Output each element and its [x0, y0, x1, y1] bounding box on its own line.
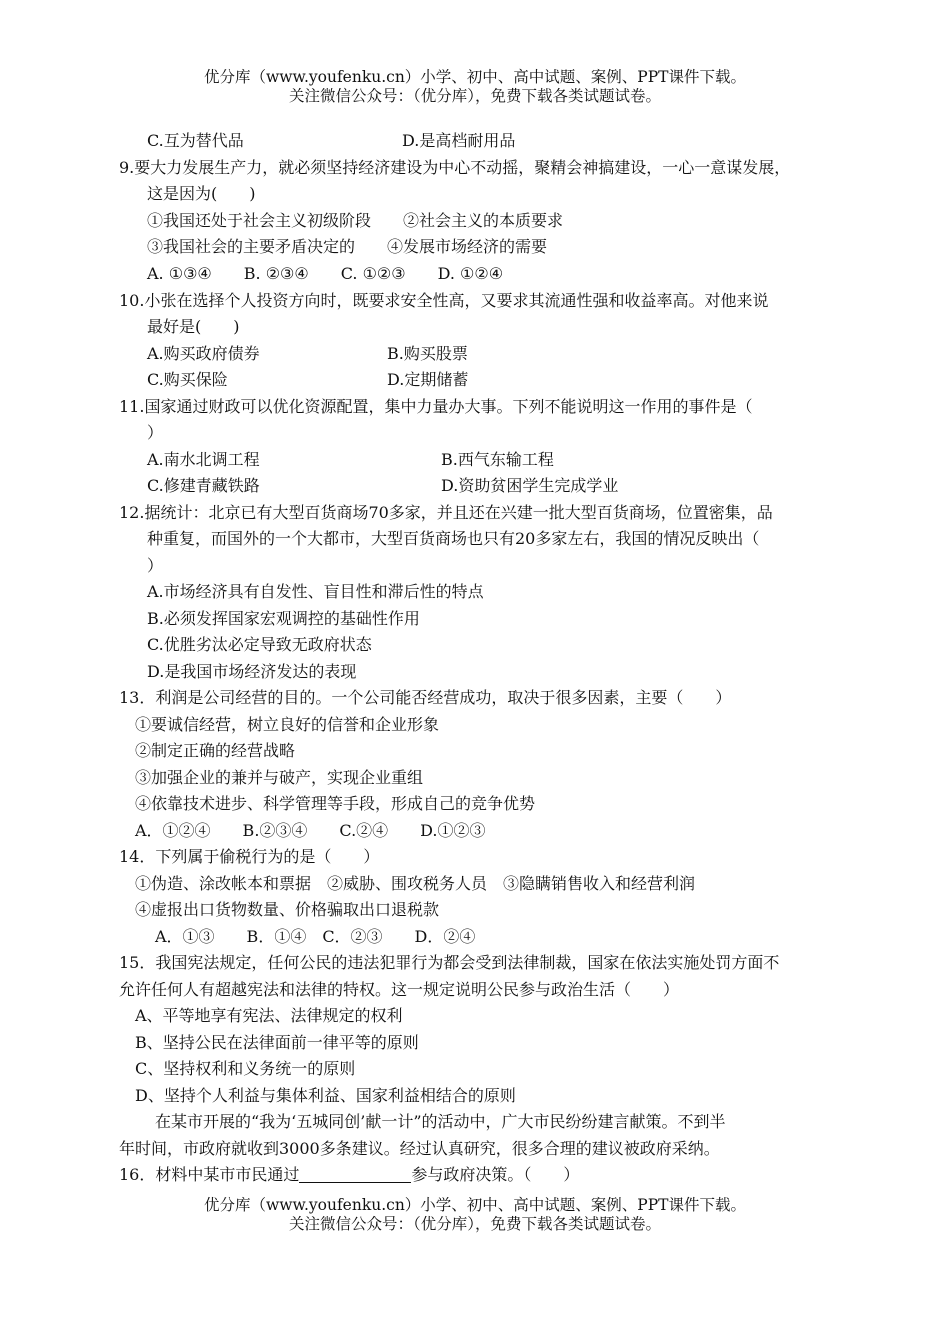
q10-stem-line-2: 最好是( ): [147, 317, 240, 336]
page-header: [0, 68, 950, 106]
q11-option-c: C.修建青藏铁路: [147, 476, 260, 495]
q12-option-a: A.市场经济具有自发性、盲目性和滞后性的特点: [147, 582, 484, 601]
q9-stem-line-2: 这是因为( ): [147, 184, 256, 203]
q10-option-b: B.购买股票: [387, 344, 468, 363]
q16-stem-before: 16．材料中某市市民通过: [119, 1165, 300, 1184]
q13-item-3: ③加强企业的兼并与破产，实现企业重组: [135, 768, 424, 787]
q16-stem-after: 参与政府决策。（ ）: [411, 1165, 580, 1184]
q13-options: A．①②④ B.②③④ C.②④ D.①②③: [135, 821, 486, 840]
q9-stem-line-1: 9.要大力发展生产力，就必须坚持经济建设为中心不动摇，聚精会神搞建设，一心一意谋发展，: [119, 158, 791, 177]
q9-options: A. ①③④ B. ②③④ C. ①②③ D. ①②④: [147, 264, 504, 283]
footer-line-2: 关注微信公众号：（优分库），免费下载各类试题试卷。: [288, 1215, 661, 1233]
q13-item-4: ④依靠技术进步、科学管理等手段，形成自己的竞争优势: [135, 794, 536, 813]
header-line-2: 关注微信公众号：（优分库），免费下载各类试题试卷。: [288, 87, 661, 105]
q14-options: A．①③ B．①④ C．②③ D．②④: [155, 927, 476, 946]
q12-option-d: D.是我国市场经济发达的表现: [147, 662, 357, 681]
page-footer: [0, 1196, 950, 1234]
q11-stem-line-2: ）: [147, 423, 164, 442]
q11-stem-line-1: 11.国家通过财政可以优化资源配置，集中力量办大事。下列不能说明这一作用的事件是（: [119, 397, 753, 416]
q13-stem: 13．利润是公司经营的目的。一个公司能否经营成功，取决于很多因素，主要（ ）: [119, 688, 732, 707]
q15-option-d: D、坚持个人利益与集体利益、国家利益相结合的原则: [135, 1086, 516, 1105]
q15-stem-line-2: 允许任何人有超越宪法和法律的特权。这一规定说明公民参与政治生活（ ）: [119, 980, 680, 999]
q14-item-1: ①伪造、涂改帐本和票据 ②威胁、围攻税务人员 ③隐瞒销售收入和经营利润: [135, 874, 696, 893]
q14-stem: 14．下列属于偷税行为的是（ ）: [119, 847, 380, 866]
q12-option-b: B.必须发挥国家宏观调控的基础性作用: [147, 609, 420, 628]
q12-option-c: C.优胜劣汰必定导致无政府状态: [147, 635, 372, 654]
q10-option-a: A.购买政府债券: [147, 344, 260, 363]
material-line-2: 年时间，市政府就收到3000多条建议。经过认真研究，很多合理的建议被政府采纳。: [119, 1139, 720, 1158]
q16-stem: [119, 1164, 579, 1186]
q10-stem-line-1: 10.小张在选择个人投资方向时，既要求安全性高，又要求其流通性强和收益率高。对他来说: [119, 291, 769, 310]
q15-stem-line-1: 15．我国宪法规定，任何公民的违法犯罪行为都会受到法律制裁，国家在依法实施处罚方面不: [119, 953, 780, 972]
q10-option-d: D.定期储蓄: [387, 370, 469, 389]
q11-option-a: A.南水北调工程: [147, 450, 260, 469]
q9-item-1: ①我国还处于社会主义初级阶段 ②社会主义的本质要求: [147, 211, 564, 230]
q14-item-2: ④虚报出口货物数量、价格骗取出口退税款: [135, 900, 440, 919]
q11-option-b: B.西气东输工程: [441, 450, 554, 469]
q10-option-c: C.购买保险: [147, 370, 228, 389]
q15-option-c: C、坚持权利和义务统一的原则: [135, 1059, 356, 1078]
q13-item-2: ②制定正确的经营战略: [135, 741, 296, 760]
q13-item-1: ①要诚信经营，树立良好的信誉和企业形象: [135, 715, 440, 734]
header-line-1: 优分库（www.youfenku.cn）小学、初中、高中试题、案例、PPT课件下载。: [203, 68, 747, 86]
q12-stem-line-2: 种重复，而国外的一个大都市，大型百货商场也只有20多家左右，我国的情况反映出（: [147, 529, 760, 548]
material-line-1: 在某市开展的“我为‘五城同创’献一计”的活动中，广大市民纷纷建言献策。不到半: [155, 1112, 726, 1131]
q11-option-d: D.资助贫困学生完成学业: [441, 476, 619, 495]
q9-item-2: ③我国社会的主要矛盾决定的 ④发展市场经济的需要: [147, 237, 548, 256]
q8-option-c: C.互为替代品: [147, 131, 244, 150]
q15-option-a: A、平等地享有宪法、法律规定的权利: [135, 1006, 403, 1025]
footer-line-1: 优分库（www.youfenku.cn）小学、初中、高中试题、案例、PPT课件下载。: [203, 1196, 747, 1214]
q8-option-d: D.是高档耐用品: [402, 131, 516, 150]
q12-stem-line-1: 12.据统计：北京已有大型百货商场70多家，并且还在兴建一批大型百货商场，位置密集，品: [119, 503, 773, 522]
q12-stem-line-3: ）: [147, 556, 164, 575]
q15-option-b: B、坚持公民在法律面前一律平等的原则: [135, 1033, 419, 1052]
q16-answer-blank: [299, 1166, 411, 1183]
